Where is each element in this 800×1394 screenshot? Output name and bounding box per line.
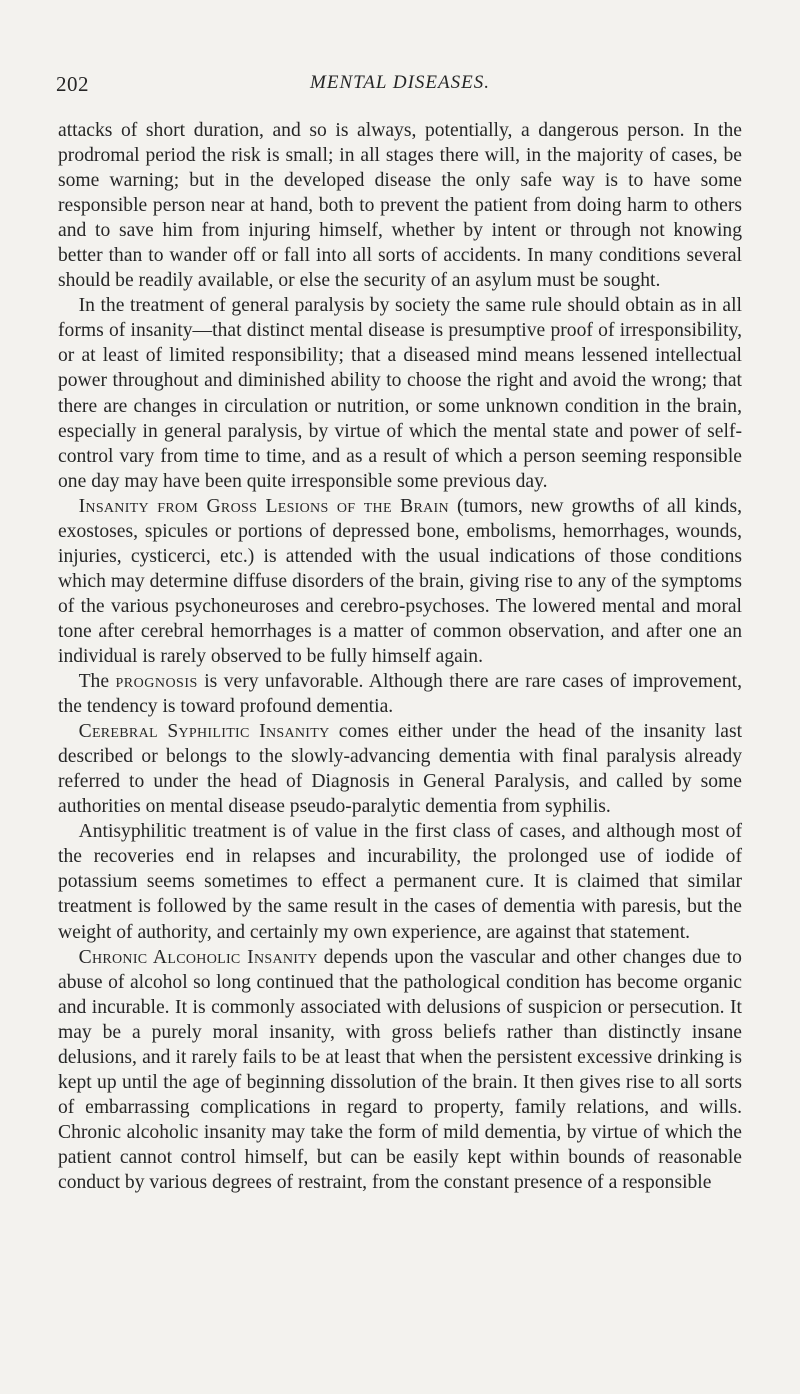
section-heading-chronic-alcoholic: Chronic Alcoholic Insanity	[78, 946, 318, 968]
paragraph-text: attacks of short duration, and so is always, potentially, a dangerous person. In the prodromal period the risk is small; in all stages there will, in the majority of cases, be some warning; but in the developed disease the only safe way is to have some responsible person near at hand, both to prevent the patient from doing harm to others and to save him from injuring himself, whether by intent or through not knowing better than to wander off or fall into all sorts of accidents. In many conditions several should be readily available, or else the security of an asylum must be sought.	[58, 120, 742, 292]
page-number: 202	[56, 72, 89, 96]
paragraph-text: depends upon the vascular and other changes due to abuse of alcohol so long continued that the pathological condition has become organic and incurable. It is commonly associated with delusions of suspicion or persecution. It may be a purely moral insanity, with gross beliefs rather than distinctly insane delusions, and it rarely fails to be at least that when the persistent excessive drinking is kept up until the age of beginning dissolution of the brain. It then gives rise to all sorts of embarrassing complications in regard to property, family relations, and wills. Chronic alcoholic insanity may take the form of mild dementia, by virtue of which the patient cannot control himself, but can be easily kept within bounds of reasonable conduct by various degrees of restraint, from the constant presence of a responsible	[58, 946, 742, 1193]
paragraph-text: (tumors, new growths of all kinds, exostoses, spicules or portions of depressed bone, embolisms, hemorrhages, wounds, injuries, cysticerci, etc.) is attended with the usual indications of those conditions which may determine diffuse disorders of the brain, giving rise to any of the symptoms of the various psychoneuroses and cerebro-psychoses. The lowered mental and moral tone after cerebral hemorrhages is a matter of common observation, and after one an individual is rarely observed to be fully himself again.	[58, 495, 742, 667]
paragraph-text-pre: The	[78, 671, 116, 693]
prognosis-term: prognosis	[115, 671, 198, 693]
paragraph-prognosis	[58, 669, 742, 719]
paragraph-gross-lesions	[58, 494, 742, 669]
paragraph-text: comes either under the head of the insanity last described or belongs to the slowly-advancing dementia with final paralysis already referred to under the head of Diagnosis in General Paralysis, and called by some authorities on mental disease pseudo-paralytic dementia from syphilis.	[58, 721, 743, 818]
paragraph-chronic-alcoholic	[58, 945, 742, 1195]
section-heading-gross-lesions: Insanity from Gross Lesions of the Brain	[78, 495, 449, 517]
paragraph-text: Antisyphilitic treatment is of value in the first class of cases, and although most of the recoveries end in relapses and incurability, the prolonged use of iodide of potassium seems sometimes to effect a permanent cure. It is claimed that similar treatment is followed by the same result in the cases of dementia with paresis, but the weight of authority, and certainly my own experience, are against that statement.	[58, 821, 742, 943]
paragraph-text: In the treatment of general paralysis by society the same rule should obtain as in all forms of insanity—that distinct mental disease is presumptive proof of irresponsibility, or at least of limited responsibility; that a diseased mind means lessened intellectual power throughout and diminished ability to choose the right and avoid the wrong; that there are changes in circulation or nutrition, or some unknown condition in the brain, especially in general paralysis, by virtue of which the mental state and power of self-control vary from time to time, and as a result of which a person seeming responsible one day may have been quite irresponsible some previous day.	[58, 295, 742, 492]
paragraph-continuation	[58, 118, 742, 293]
page-header	[56, 72, 744, 102]
paragraph-antisyphilitic-treatment	[58, 819, 742, 944]
paragraph-text-post: is very unfavorable. Although there are rare cases of improvement, the tendency is toward profound dementia.	[58, 671, 742, 718]
paragraph-cerebral-syphilitic	[58, 719, 742, 819]
paragraph-general-paralysis-treatment	[58, 293, 742, 493]
section-heading-cerebral-syphilitic: Cerebral Syphilitic Insanity	[78, 721, 330, 743]
running-title: MENTAL DISEASES.	[310, 72, 490, 93]
body-text	[58, 118, 742, 1195]
